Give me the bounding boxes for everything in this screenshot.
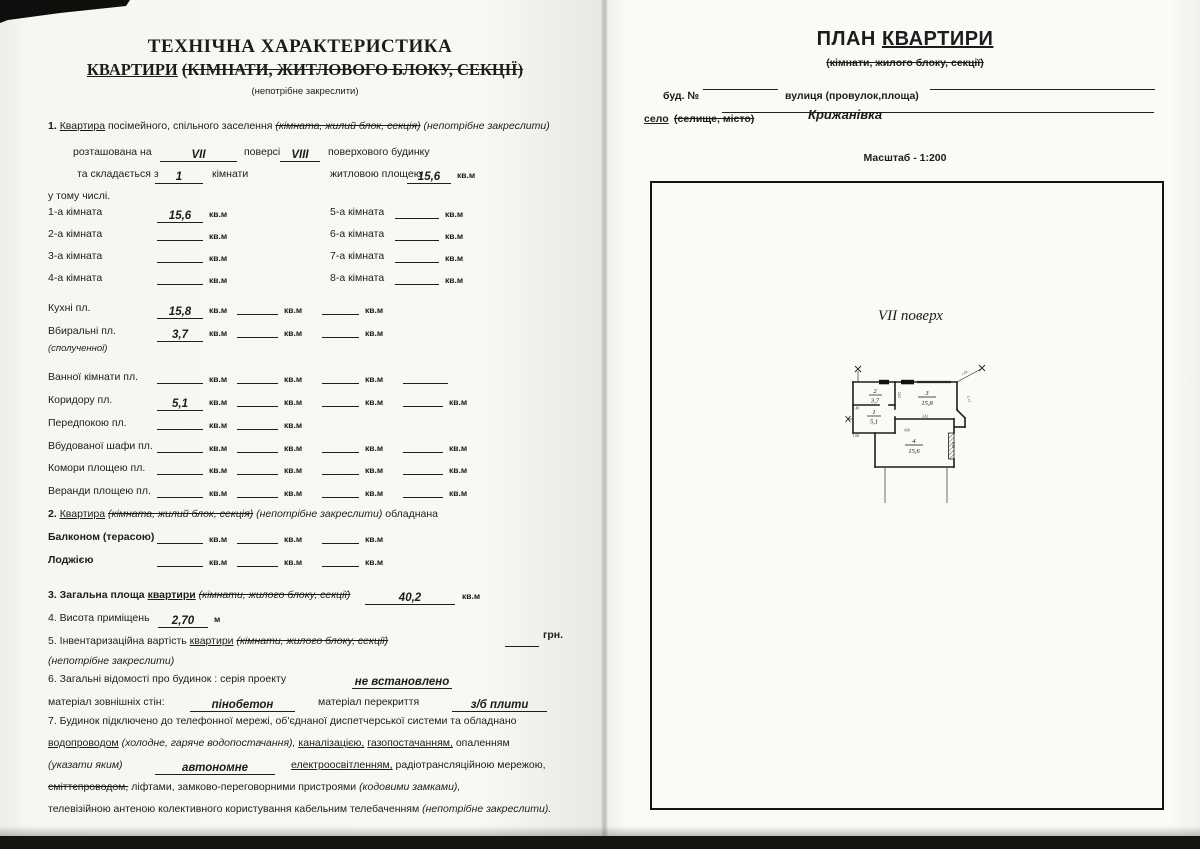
- room4-value-line: [157, 271, 203, 285]
- section3-word: квартири: [147, 589, 196, 601]
- dim-4-90: 4.90: [903, 428, 911, 433]
- corridor-label: Коридору пл.: [48, 394, 113, 406]
- wc-unit2: кв.м: [284, 328, 303, 338]
- section7-line1: 7. Будинок підключено до телефонної мережі, об'єднаної диспетчерської системи та обладнано: [48, 715, 517, 727]
- loggia-unit1: кв.м: [209, 557, 228, 567]
- wc-value: 3,7: [172, 329, 188, 341]
- dim-3-16: 3.16: [950, 441, 955, 449]
- walls-material-value: пінобетон: [211, 699, 274, 711]
- room-2-area: 3,7: [870, 397, 880, 405]
- tv-antenna-text: телевізійною антеною колективного користування кабельним телебаченням: [48, 803, 420, 815]
- doc-title-line1: ТЕХНІЧНА ХАРАКТЕРИСТИКА: [147, 36, 453, 57]
- section2-tail: обладнана: [385, 508, 439, 520]
- kitchen-unit2: кв.м: [284, 305, 303, 315]
- section7-line2: [48, 737, 510, 749]
- room6-unit: кв.м: [445, 231, 464, 241]
- section4-label: 4. Висота приміщень: [48, 612, 150, 624]
- room2-value-line: [157, 227, 203, 241]
- veranda-unit3: кв.м: [365, 488, 384, 498]
- loggia-unit3: кв.м: [365, 557, 384, 567]
- dim-1-69: 1.69: [960, 369, 969, 377]
- closet-unit2: кв.м: [284, 443, 303, 453]
- veranda-unit1: кв.м: [209, 488, 228, 498]
- room-3-number: 3: [925, 390, 929, 397]
- sewer-word: каналізацією,: [298, 737, 365, 749]
- closet-unit3: кв.м: [365, 443, 384, 453]
- building-floors-value: VIII: [291, 149, 309, 161]
- corridor-unit4: кв.м: [449, 397, 468, 407]
- radio-network-word: радіотрансляційною мережою,: [395, 759, 546, 771]
- total-area-value: 40,2: [398, 592, 422, 604]
- water-note: (холодне, гаряче водопостачання),: [121, 737, 296, 749]
- scale-label: Масштаб - 1:200: [863, 152, 947, 164]
- section3-heading: [48, 589, 350, 601]
- kitchen-value: 15,8: [168, 306, 192, 318]
- room1-label: 1-а кімната: [48, 206, 103, 218]
- building-number-label: буд. №: [663, 90, 700, 102]
- balcony-unit1: кв.м: [209, 534, 228, 544]
- bath-unit3: кв.м: [365, 374, 384, 384]
- floor-plan-drawing: [845, 355, 1015, 507]
- section2-word-apartment: Квартира: [59, 508, 106, 520]
- section3-struck: (кімнати, жилого блоку, секції): [198, 589, 351, 601]
- room1-value: 15,6: [168, 210, 192, 222]
- scan-bottom-shadow: [0, 826, 1200, 836]
- height-unit: м: [214, 614, 221, 624]
- consists-mid: кімнати: [212, 168, 249, 180]
- page-fold-divider: [601, 0, 608, 849]
- scan-bottom-edge: [0, 836, 1200, 849]
- living-area-label: житловою площею: [330, 168, 422, 180]
- dim-3-42: 3.42: [921, 414, 929, 419]
- section6-label1: 6. Загальні відомості про будинок : серія проекту: [48, 673, 287, 685]
- loggia-label: Лоджією: [48, 554, 94, 566]
- room6-value-line: [395, 227, 439, 241]
- loggia-unit2: кв.м: [284, 557, 303, 567]
- living-area-field: [407, 165, 451, 184]
- room5-unit: кв.м: [445, 209, 464, 219]
- section1-note: (непотрібне закреслити): [423, 120, 550, 132]
- section1-text: посімейного, спільного заселення: [108, 120, 273, 132]
- section2-struck: (кімната, жилий блок, секція): [108, 508, 254, 520]
- rooms-count-value: 1: [175, 171, 183, 183]
- pantry-unit4: кв.м: [449, 465, 468, 475]
- section3-pre: 3. Загальна площа: [48, 589, 145, 601]
- room4-unit: кв.м: [209, 275, 228, 285]
- room3-label: 3-а кімната: [48, 250, 103, 262]
- room-3-area: 15,8: [921, 400, 933, 407]
- section2-heading: [48, 508, 438, 520]
- room7-label: 7-а кімната: [330, 250, 385, 262]
- floor-value: VII: [191, 149, 206, 161]
- hall-label: Передпокою пл.: [48, 417, 127, 429]
- room2-label: 2-а кімната: [48, 228, 103, 240]
- dim-1-60: 1.60: [852, 434, 860, 438]
- section5-word: квартири: [189, 635, 234, 647]
- title-word-apartment: КВАРТИРИ: [86, 60, 178, 79]
- plan-title-word: КВАРТИРИ: [881, 28, 994, 50]
- section5-struck: (кімнати, жилого блоку, секції): [236, 635, 389, 647]
- section5-note: (непотрібне закреслити): [48, 655, 175, 667]
- located-mid: поверсі: [244, 146, 281, 158]
- rooms-count-field: [155, 165, 203, 184]
- kitchen-unit1: кв.м: [209, 305, 228, 315]
- room5-value-line: [395, 205, 439, 219]
- gas-word: газопостачанням,: [367, 737, 453, 749]
- plan-title: [700, 28, 1110, 51]
- kitchen-label: Кухні пл.: [48, 302, 91, 314]
- building-floors-field: [280, 143, 320, 162]
- corridor-value: 5,1: [172, 398, 188, 410]
- street-line: [930, 89, 1155, 90]
- pantry-unit1: кв.м: [209, 465, 228, 475]
- closet-unit1: кв.м: [209, 443, 228, 453]
- village-value: Крижанівка: [808, 107, 883, 122]
- dim-2-63: 2.63: [897, 391, 901, 399]
- room-4-number: 4: [912, 438, 916, 445]
- section7-line3-tail: [291, 759, 546, 771]
- elevators-intercom-text: ліфтами, замково-переговорними пристроями: [131, 781, 357, 793]
- room-2-number: 2: [873, 388, 877, 395]
- kitchen-unit3: кв.м: [365, 305, 384, 315]
- project-series-value: не встановлено: [354, 676, 450, 688]
- code-locks-note: (кодовими замками),: [359, 781, 461, 793]
- hall-unit1: кв.м: [209, 420, 228, 430]
- village-word: село: [644, 113, 669, 125]
- section7-line5: [48, 803, 551, 815]
- section1-word-apartment: Квартира: [59, 120, 106, 132]
- section7-line4: [48, 781, 460, 793]
- building-number-line: [703, 89, 778, 90]
- section7-note: (непотрібне закреслити).: [422, 803, 552, 815]
- electricity-word: електроосвітленням,: [291, 759, 393, 771]
- balcony-unit3: кв.м: [365, 534, 384, 544]
- corridor-unit1: кв.м: [209, 397, 228, 407]
- plan-title-pre: ПЛАН: [816, 28, 876, 50]
- bath-unit1: кв.м: [209, 374, 228, 384]
- including-label: у тому числі.: [48, 190, 111, 202]
- village-line: [722, 112, 1154, 113]
- balcony-label: Балконом (терасою): [48, 531, 155, 543]
- section1-struck: (кімната, жилий блок, секція): [275, 120, 421, 132]
- specify-label: (указати яким): [48, 759, 123, 771]
- wc-unit3: кв.м: [365, 328, 384, 338]
- section2-number: 2.: [48, 508, 57, 520]
- street-label: вулиця (провулок,площа): [785, 90, 919, 102]
- inventory-value-unit: грн.: [543, 629, 564, 641]
- village-struck: (селище, місто): [674, 113, 755, 125]
- heating-type-value: автономне: [181, 762, 249, 774]
- plan-subtitle-struck: (кімнати, жилого блоку, секції): [826, 57, 984, 69]
- wc-sublabel: (сполученної): [48, 343, 108, 354]
- located-pre: розташована на: [73, 146, 152, 158]
- title-note: (непотрібне закреслити): [251, 86, 359, 97]
- bath-unit2: кв.м: [284, 374, 303, 384]
- pantry-unit3: кв.м: [365, 465, 384, 475]
- closet-label: Вбудованої шафи пл.: [48, 440, 153, 452]
- room8-value-line: [395, 271, 439, 285]
- section6-label2: матеріал зовнішніх стін:: [48, 696, 165, 708]
- room3-unit: кв.м: [209, 253, 228, 263]
- room5-label: 5-а кімната: [330, 206, 385, 218]
- title-struck-options: (КІМНАТИ, ЖИТЛОВОГО БЛОКУ, СЕКЦІЇ): [181, 60, 524, 79]
- corridor-unit3: кв.м: [365, 397, 384, 407]
- room7-value-line: [395, 249, 439, 263]
- veranda-unit2: кв.м: [284, 488, 303, 498]
- room-1-number: 1: [872, 409, 876, 416]
- room4-label: 4-а кімната: [48, 272, 103, 284]
- living-area-unit: кв.м: [457, 170, 476, 180]
- room-1-area: 5,1: [869, 418, 879, 426]
- section1-heading: [48, 120, 550, 132]
- survey-mark-top-right: [979, 365, 985, 371]
- room8-label: 8-а кімната: [330, 272, 385, 284]
- pantry-unit2: кв.м: [284, 465, 303, 475]
- plan-thin-lines: [848, 369, 981, 503]
- closet-unit4: кв.м: [449, 443, 468, 453]
- section5-pre: 5. Інвентаризаційна вартість: [48, 635, 187, 647]
- veranda-label: Веранди площею пл.: [48, 485, 151, 497]
- trash-chute-word: сміттєпроводом,: [48, 781, 129, 793]
- room3-value-line: [157, 249, 203, 263]
- room-4-area: 15,6: [908, 448, 920, 455]
- bath-label: Ванної кімнати пл.: [48, 371, 138, 383]
- corridor-unit2: кв.м: [284, 397, 303, 407]
- wc-label: Вбиральні пл.: [48, 325, 116, 337]
- floor-caption: VII поверх: [878, 308, 943, 324]
- located-post: поверхового будинку: [328, 146, 430, 158]
- section5-heading: [48, 635, 388, 647]
- dim-1-48: 1.48: [852, 406, 860, 411]
- room1-unit: кв.м: [209, 209, 228, 219]
- section1-number: 1.: [48, 120, 57, 132]
- floor-field: [160, 143, 237, 162]
- heating-word: опаленням: [455, 737, 510, 749]
- pantry-label: Комори площею пл.: [48, 462, 146, 474]
- living-area-value: 15,6: [417, 171, 441, 183]
- section6-label3: матеріал перекриття: [318, 696, 420, 708]
- room7-unit: кв.м: [445, 253, 464, 263]
- dim-2-12: 2.12: [966, 395, 972, 403]
- section2-note: (непотрібне закреслити): [256, 508, 383, 520]
- room2-unit: кв.м: [209, 231, 228, 241]
- height-value: 2,70: [171, 615, 195, 627]
- doc-title-line2: [55, 60, 555, 80]
- consists-pre: та складається з: [77, 168, 159, 180]
- total-area-unit: кв.м: [462, 591, 481, 601]
- room6-label: 6-а кімната: [330, 228, 385, 240]
- wc-unit1: кв.м: [209, 328, 228, 338]
- room8-unit: кв.м: [445, 275, 464, 285]
- hall-unit2: кв.м: [284, 420, 303, 430]
- slabs-material-value: з/б плити: [470, 699, 529, 711]
- water-supply-word: водопроводом: [48, 737, 119, 749]
- veranda-unit4: кв.м: [449, 488, 468, 498]
- balcony-unit2: кв.м: [284, 534, 303, 544]
